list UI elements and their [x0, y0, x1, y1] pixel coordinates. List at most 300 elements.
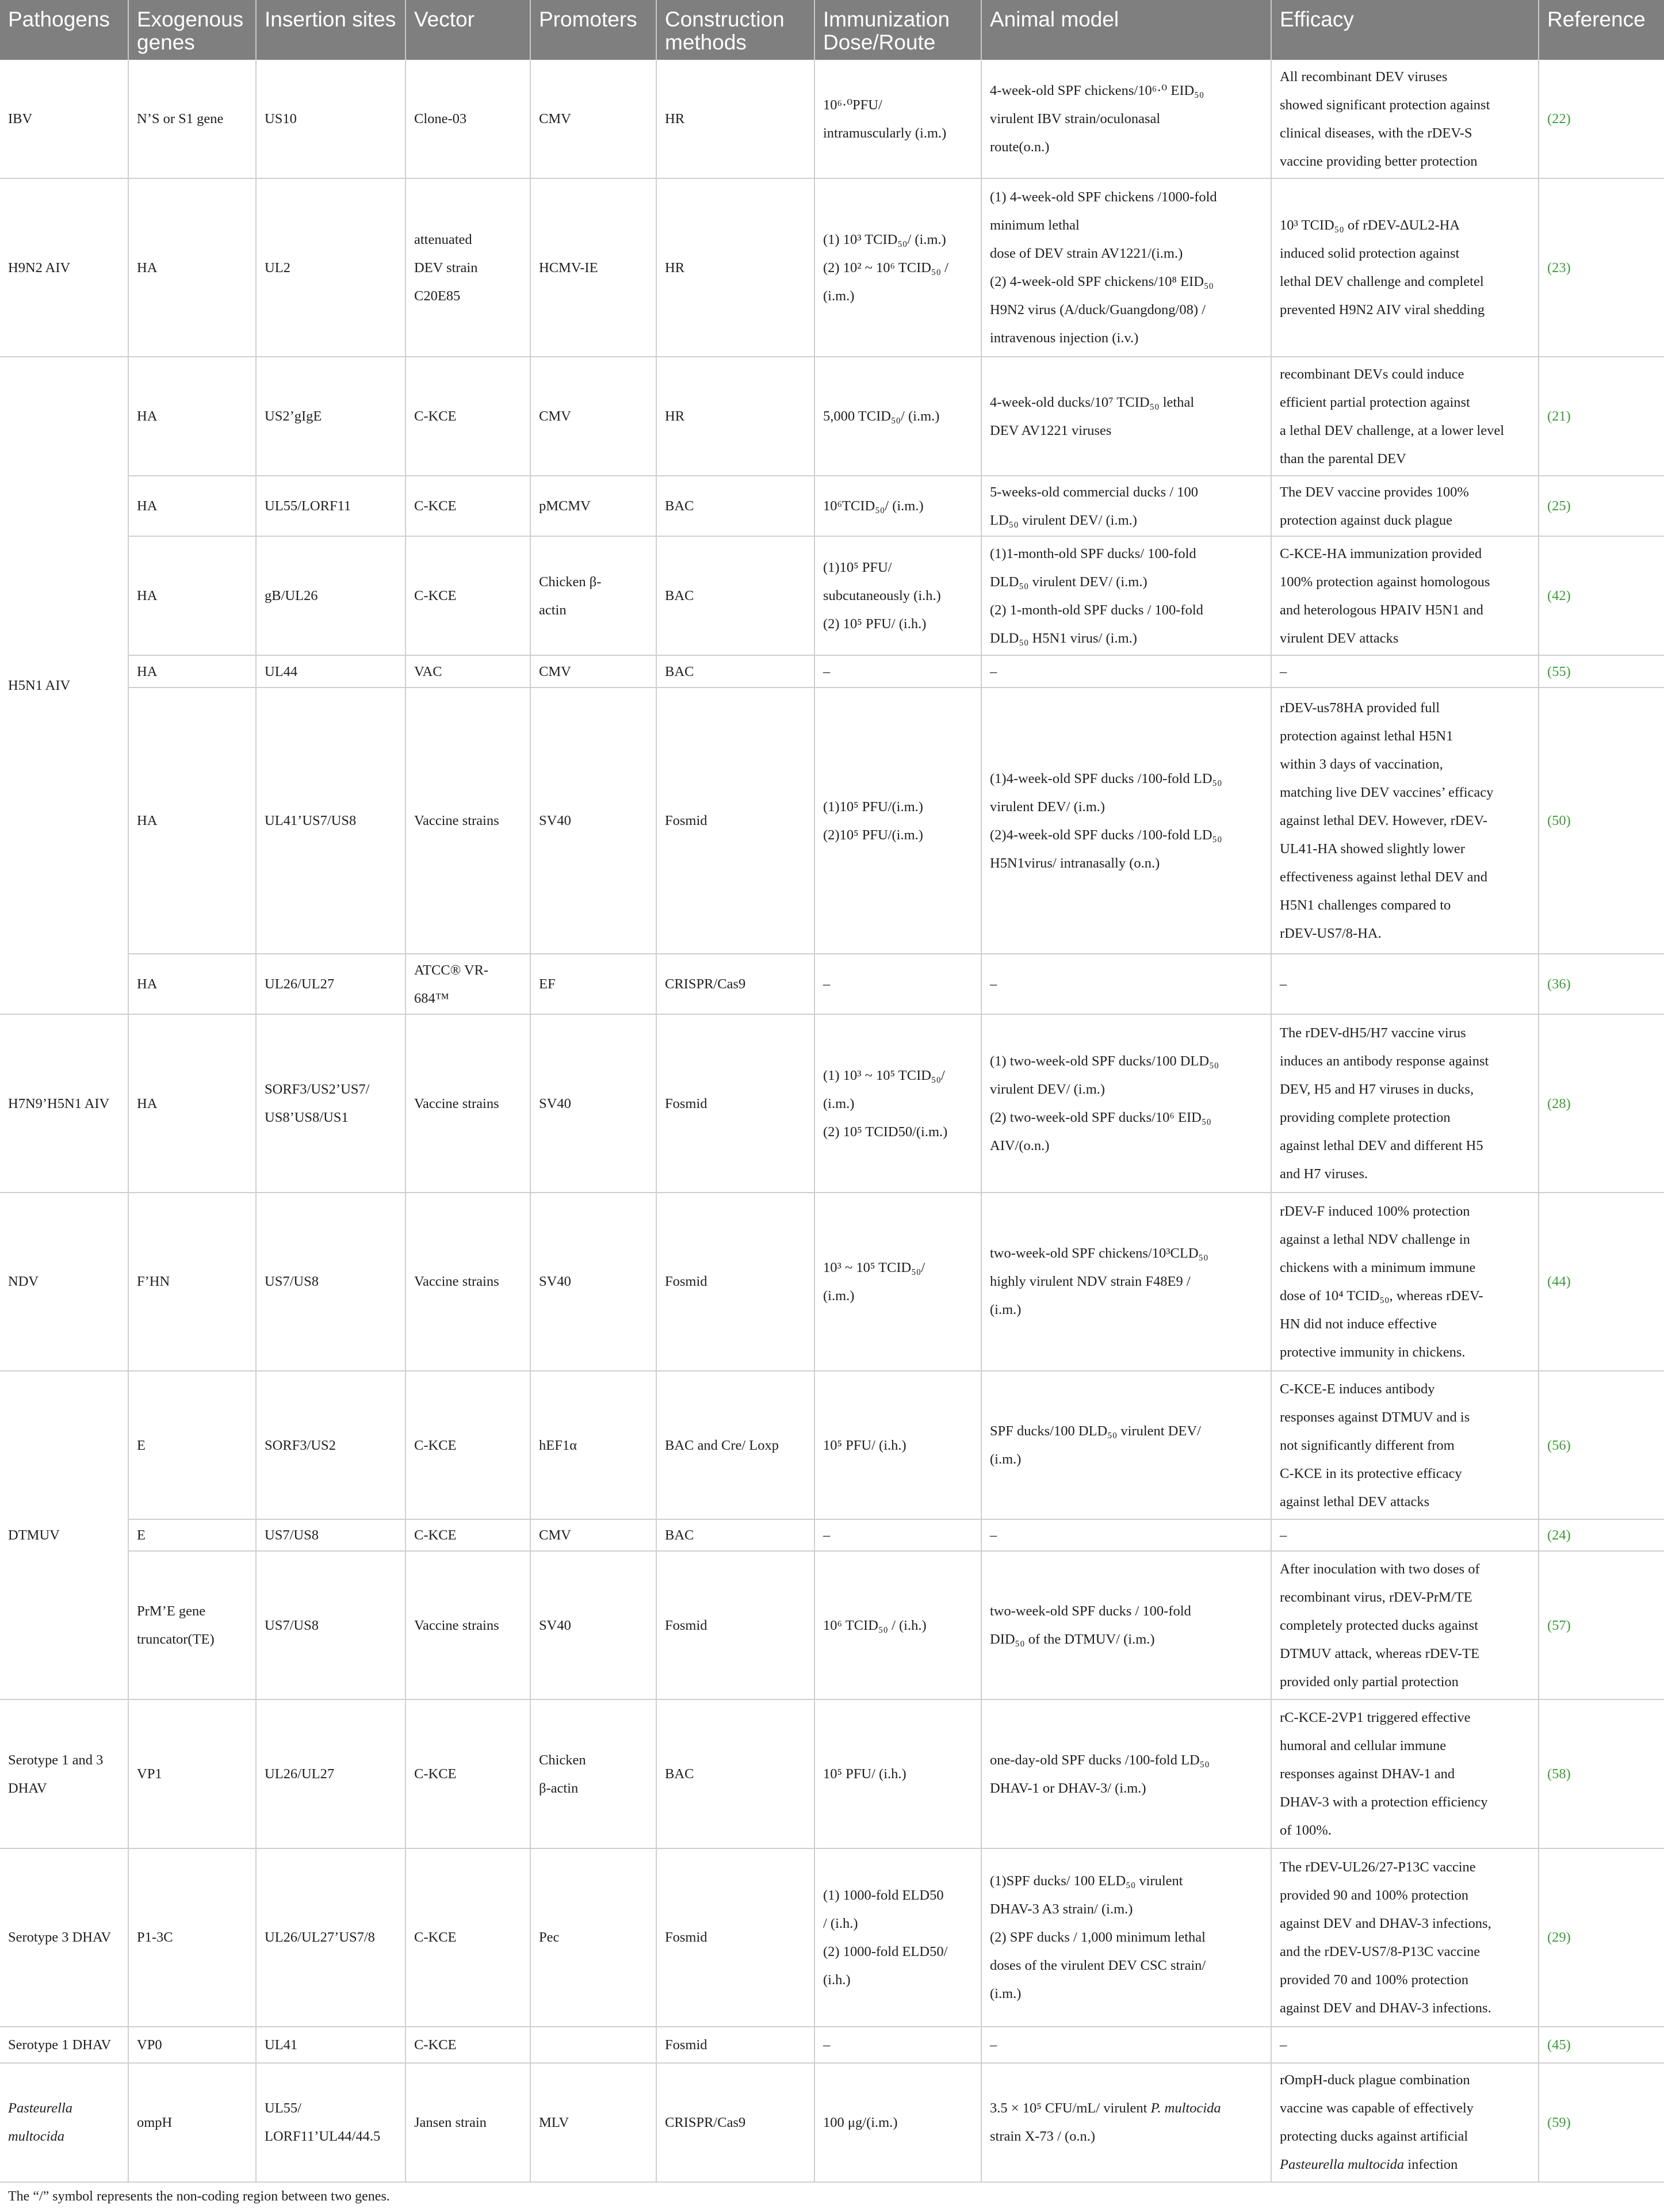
cell-gene	[128, 1193, 256, 1371]
cell-line: CMV	[539, 408, 571, 425]
cell-line: Vaccine strains	[414, 1095, 499, 1111]
cell-line: LORF11’UL44/44.5	[265, 2129, 381, 2145]
cell-line: HA	[137, 663, 158, 679]
reference-link[interactable]: (36)	[1547, 976, 1571, 992]
cell-line: against DEV and DHAV-3 infections.	[1280, 2000, 1491, 2016]
cell-reference	[1539, 536, 1664, 655]
header-construction-methods: Construction methods	[656, 0, 814, 60]
cell-promoter	[530, 536, 656, 655]
cell-vector	[406, 687, 530, 954]
cell-line: Fosmid	[665, 1274, 707, 1290]
cell-line: not significantly different from	[1280, 1437, 1455, 1453]
cell-pathogen: Pasteurella multocida	[0, 2063, 128, 2182]
cell-immunization-dose	[814, 1699, 981, 1848]
header-vector: Vector	[406, 0, 530, 60]
cell-line: E	[137, 1437, 146, 1453]
cell-line: route(o.n.)	[990, 139, 1050, 155]
cell-line: recombinant DEVs could induce	[1280, 366, 1464, 382]
cell-line: and heterologous HPAIV H5N1 and	[1280, 602, 1483, 618]
cell-line: After inoculation with two doses of	[1280, 1561, 1480, 1577]
cell-line: –	[990, 663, 997, 679]
cell-line: protection against duck plague	[1280, 512, 1453, 528]
cell-insertion-site	[256, 2063, 406, 2182]
cell-reference	[1539, 954, 1664, 1014]
cell-reference	[1539, 655, 1664, 687]
cell-animal-model	[981, 1699, 1271, 1848]
cell-efficacy	[1271, 1848, 1539, 2027]
cell-line: against lethal DEV attacks	[1280, 1493, 1430, 1510]
cell-line: induces an antibody response against	[1280, 1053, 1489, 1069]
cell-line: PrM’E gene	[137, 1603, 206, 1619]
cell-reference	[1539, 1848, 1664, 2027]
cell-line: HA	[137, 976, 158, 992]
reference-link[interactable]: (55)	[1547, 663, 1571, 679]
cell-line: (1)10⁵ PFU/(i.m.)	[823, 799, 923, 815]
cell-reference	[1539, 687, 1664, 954]
cell-line: C-KCE	[414, 588, 457, 604]
cell-reference	[1539, 1371, 1664, 1520]
cell-line: Vaccine strains	[414, 1617, 499, 1633]
cell-line: (1)4-week-old SPF ducks /100-fold LD₅₀	[990, 770, 1222, 786]
cell-line: (i.m.)	[823, 288, 855, 304]
cell-line: (i.m.)	[990, 1451, 1022, 1468]
cell-line: Chicken β-	[539, 574, 602, 590]
cell-pathogen: Serotype 1 and 3 DHAV	[0, 1699, 128, 1848]
cell-line: C-KCE	[414, 498, 457, 514]
cell-line: two-week-old SPF ducks / 100-fold	[990, 1603, 1191, 1619]
cell-line: rC-KCE-2VP1 triggered effective	[1280, 1710, 1471, 1726]
cell-line: Fosmid	[665, 813, 707, 829]
cell-immunization-dose	[814, 476, 981, 536]
cell-line: lethal DEV challenge and completel	[1280, 274, 1484, 290]
cell-immunization-dose	[814, 1193, 981, 1371]
cell-efficacy	[1271, 536, 1539, 655]
cell-insertion-site	[256, 1551, 406, 1700]
cell-line: Chicken	[539, 1752, 586, 1768]
table-row	[0, 1519, 1664, 1550]
cell-pathogen: H7N9’H5N1 AIV	[0, 1014, 128, 1193]
cell-line: C20E85	[414, 288, 461, 304]
cell-line: (i.m.)	[990, 1302, 1022, 1318]
cell-line: protecting ducks against artificial	[1280, 2129, 1468, 2145]
reference-link[interactable]: (22)	[1547, 111, 1571, 127]
cell-line: (1)SPF ducks/ 100 ELD₅₀ virulent	[990, 1873, 1183, 1889]
cell-promoter	[530, 1519, 656, 1550]
cell-line: strain X-73 / (o.n.)	[990, 2129, 1096, 2145]
cell-construction-method	[656, 178, 814, 357]
cell-line: protective immunity in chickens.	[1280, 1344, 1466, 1360]
cell-line: minimum lethal	[990, 217, 1080, 234]
cell-line: –	[990, 976, 997, 992]
header-reference: Reference	[1539, 0, 1664, 60]
cell-line: –	[990, 1527, 997, 1544]
cell-line: LD₅₀ virulent DEV/ (i.m.)	[990, 512, 1137, 528]
reference-link[interactable]: (45)	[1547, 2037, 1571, 2053]
cell-line: C-KCE in its protective efficacy	[1280, 1465, 1462, 1481]
cell-line: (1) 4-week-old SPF chickens /1000-fold	[990, 189, 1217, 205]
cell-efficacy	[1271, 2063, 1539, 2182]
reference-link[interactable]: (24)	[1547, 1527, 1571, 1544]
cell-line: of 100%.	[1280, 1823, 1332, 1839]
table-row	[0, 1014, 1664, 1193]
cell-line: (1)1-month-old SPF ducks/ 100-fold	[990, 545, 1196, 561]
cell-line: DID₅₀ of the DTMUV/ (i.m.)	[990, 1632, 1155, 1648]
cell-line: DHAV-3 with a protection efficiency	[1280, 1794, 1488, 1810]
cell-animal-model	[981, 2063, 1271, 2182]
cell-line: (2) 1-month-old SPF ducks / 100-fold	[990, 602, 1203, 618]
cell-line: (1) 10³ ~ 10⁵ TCID₅₀/	[823, 1067, 945, 1083]
cell-line: efficient partial protection against	[1280, 394, 1470, 410]
cell-line: two-week-old SPF chickens/10³CLD₅₀	[990, 1246, 1208, 1262]
cell-animal-model	[981, 1193, 1271, 1371]
cell-vector	[406, 1519, 530, 1550]
cell-line: (1) two-week-old SPF ducks/100 DLD₅₀	[990, 1053, 1219, 1069]
cell-gene	[128, 1371, 256, 1520]
cell-line: 10⁶ TCID₅₀ / (i.h.)	[823, 1617, 927, 1633]
cell-line: (2) SPF ducks / 1,000 minimum lethal	[990, 1930, 1206, 1946]
cell-construction-method	[656, 2027, 814, 2063]
cell-reference	[1539, 476, 1664, 536]
cell-line: –	[823, 2037, 831, 2053]
cell-pathogen: IBV	[0, 60, 128, 178]
cell-gene	[128, 954, 256, 1014]
cell-line: HA	[137, 498, 158, 514]
cell-line: BAC	[665, 663, 694, 679]
cell-line: BAC	[665, 498, 694, 514]
cell-immunization-dose	[814, 1371, 981, 1520]
cell-animal-model	[981, 954, 1271, 1014]
cell-line: E	[137, 1527, 146, 1544]
cell-line: The rDEV-dH5/H7 vaccine virus	[1280, 1025, 1466, 1041]
cell-promoter	[530, 476, 656, 536]
cell-line: UL2	[265, 259, 290, 276]
cell-construction-method	[656, 655, 814, 687]
cell-line: –	[1280, 1527, 1287, 1544]
cell-vector	[406, 178, 530, 357]
cell-immunization-dose	[814, 2063, 981, 2182]
cell-immunization-dose	[814, 536, 981, 655]
cell-line: highly virulent NDV strain F48E9 /	[990, 1274, 1191, 1290]
cell-line: pMCMV	[539, 498, 591, 514]
cell-vector	[406, 357, 530, 476]
cell-line: –	[1280, 976, 1287, 992]
cell-line: intravenous injection (i.v.)	[990, 330, 1139, 346]
cell-line: 4-week-old SPF chickens/10⁶·⁰ EID₅₀	[990, 83, 1204, 99]
cell-insertion-site	[256, 357, 406, 476]
cell-insertion-site	[256, 687, 406, 954]
cell-construction-method	[656, 1371, 814, 1520]
cell-promoter	[530, 687, 656, 954]
cell-vector	[406, 476, 530, 536]
cell-vector	[406, 1699, 530, 1848]
reference-link[interactable]: (25)	[1547, 498, 1571, 514]
cell-line: –	[990, 2037, 997, 2053]
cell-line: –	[823, 1527, 831, 1544]
cell-construction-method	[656, 536, 814, 655]
cell-promoter	[530, 60, 656, 178]
reference-link[interactable]: (23)	[1547, 259, 1571, 276]
cell-reference	[1539, 1193, 1664, 1371]
cell-line: UL41’US7/US8	[265, 813, 357, 829]
cell-promoter	[530, 1014, 656, 1193]
cell-line: rDEV-US7/8-HA.	[1280, 926, 1382, 942]
cell-line: US2’gIgE	[265, 408, 322, 425]
cell-line: (i.h.)	[823, 1972, 851, 1988]
cell-line: –	[1280, 2037, 1287, 2053]
cell-vector	[406, 1014, 530, 1193]
cell-line: All recombinant DEV viruses	[1280, 68, 1448, 85]
cell-insertion-site	[256, 954, 406, 1014]
cell-efficacy	[1271, 178, 1539, 357]
reference-link[interactable]: (42)	[1547, 588, 1571, 604]
cell-line: virulent DEV/ (i.m.)	[990, 799, 1105, 815]
cell-line: hEF1α	[539, 1437, 577, 1453]
table-row	[0, 2027, 1664, 2063]
cell-line: provided 90 and 100% protection	[1280, 1887, 1468, 1903]
cell-reference	[1539, 1014, 1664, 1193]
cell-reference	[1539, 178, 1664, 357]
cell-vector	[406, 2063, 530, 2182]
cell-line: UL26/UL27’US7/8	[265, 1930, 375, 1946]
header-exogenous-genes: Exogenous genes	[128, 0, 256, 60]
cell-line: VP0	[137, 2037, 162, 2053]
cell-line: matching live DEV vaccines’ efficacy	[1280, 785, 1494, 801]
table-row	[0, 954, 1664, 1014]
cell-line: 5-weeks-old commercial ducks / 100	[990, 484, 1198, 500]
cell-vector	[406, 1551, 530, 1700]
header-immunization-dose-route: Immunization Dose/Route	[814, 0, 981, 60]
cell-line: intramuscularly (i.m.)	[823, 125, 947, 141]
cell-line: CRISPR/Cas9	[665, 976, 746, 992]
cell-line: completely protected ducks against	[1280, 1617, 1478, 1633]
cell-line: H5N1virus/ intranasally (o.n.)	[990, 855, 1160, 871]
cell-vector	[406, 655, 530, 687]
cell-animal-model	[981, 60, 1271, 178]
cell-line: VP1	[137, 1766, 162, 1782]
cell-line: C-KCE	[414, 1766, 457, 1782]
reference-link[interactable]: (28)	[1547, 1095, 1571, 1111]
cell-line: UL26/UL27	[265, 976, 335, 992]
cell-line: C-KCE	[414, 1930, 457, 1946]
cell-line: against DEV and DHAV-3 infections,	[1280, 1915, 1491, 1931]
cell-line: protection against lethal H5N1	[1280, 728, 1453, 744]
cell-construction-method	[656, 687, 814, 954]
cell-line: 684™	[414, 990, 449, 1006]
cell-gene	[128, 1014, 256, 1193]
cell-line: The DEV vaccine provides 100%	[1280, 484, 1469, 500]
cell-construction-method	[656, 1519, 814, 1550]
cell-line: (1) 10³ TCID₅₀/ (i.m.)	[823, 231, 946, 247]
cell-line: (2) 10⁵ TCID50/(i.m.)	[823, 1124, 948, 1140]
cell-line: UL55/LORF11	[265, 498, 351, 514]
cell-line: SORF3/US2’US7/	[265, 1082, 370, 1098]
cell-vector	[406, 60, 530, 178]
table-row	[0, 178, 1664, 357]
cell-gene	[128, 1699, 256, 1848]
cell-construction-method	[656, 476, 814, 536]
cell-immunization-dose	[814, 357, 981, 476]
cell-line: The rDEV-UL26/27-P13C vaccine	[1280, 1859, 1476, 1875]
reference-link[interactable]: (58)	[1547, 1766, 1571, 1782]
cell-line: UL44	[265, 663, 298, 679]
cell-line: showed significant protection against	[1280, 97, 1490, 113]
cell-line: against lethal DEV and different H5	[1280, 1138, 1483, 1154]
cell-reference	[1539, 1551, 1664, 1700]
cell-line: C-KCE	[414, 1527, 457, 1544]
cell-line: within 3 days of vaccination,	[1280, 757, 1443, 773]
cell-line: virulent DEV attacks	[1280, 630, 1399, 646]
cell-line: –	[823, 976, 831, 992]
cell-line: Pec	[539, 1930, 560, 1946]
cell-immunization-dose	[814, 1519, 981, 1550]
cell-line: ompH	[137, 2114, 173, 2130]
cell-line: HA	[137, 588, 158, 604]
cell-line: (i.m.)	[990, 1986, 1022, 2002]
cell-promoter	[530, 1551, 656, 1700]
cell-immunization-dose	[814, 1848, 981, 2027]
cell-line: VAC	[414, 663, 442, 679]
cell-gene	[128, 1551, 256, 1700]
reference-link[interactable]: (29)	[1547, 1930, 1571, 1946]
cell-vector	[406, 536, 530, 655]
table-row	[0, 1193, 1664, 1371]
cell-line: actin	[539, 602, 567, 618]
cell-line: DEV AV1221 viruses	[990, 422, 1112, 438]
cell-efficacy	[1271, 687, 1539, 954]
cell-line: 100% protection against homologous	[1280, 574, 1490, 590]
header-insertion-sites: Insertion sites	[256, 0, 406, 60]
cell-line: UL26/UL27	[265, 1766, 335, 1782]
cell-line: HR	[665, 111, 685, 127]
cell-insertion-site	[256, 178, 406, 357]
cell-reference	[1539, 357, 1664, 476]
table-row	[0, 1699, 1664, 1848]
reference-link[interactable]: (59)	[1547, 2114, 1571, 2130]
cell-line: US10	[265, 111, 297, 127]
cell-line: / (i.h.)	[823, 1915, 858, 1931]
cell-line: recombinant virus, rDEV-PrM/TE	[1280, 1589, 1472, 1605]
cell-line: BAC	[665, 1527, 694, 1544]
cell-line: 10³ TCID₅₀ of rDEV-ΔUL2-HA	[1280, 217, 1460, 234]
cell-promoter	[530, 2063, 656, 2182]
table-row	[0, 1848, 1664, 2027]
cell-pathogen: H9N2 AIV	[0, 178, 128, 357]
cell-line: 100 μg/(i.m.)	[823, 2114, 898, 2130]
reference-link[interactable]: (56)	[1547, 1437, 1571, 1453]
cell-line: DHAV-3 A3 strain/ (i.m.)	[990, 1901, 1133, 1917]
cell-line: effectiveness against lethal DEV and	[1280, 869, 1488, 885]
cell-line: (2) two-week-old SPF ducks/10⁶ EID₅₀	[990, 1110, 1211, 1126]
cell-line: prevented H9N2 AIV viral shedding	[1280, 302, 1485, 318]
cell-line: and H7 viruses.	[1280, 1166, 1368, 1182]
cell-line: vaccine was capable of effectively	[1280, 2100, 1474, 2117]
cell-line: dose of 10⁴ TCID₅₀, whereas rDEV-	[1280, 1288, 1483, 1304]
cell-line: SV40	[539, 1095, 571, 1111]
cell-vector	[406, 2027, 530, 2063]
cell-line: (i.m.)	[823, 1288, 855, 1304]
cell-line: responses against DHAV-1 and	[1280, 1766, 1455, 1782]
cell-line: ATCC® VR-	[414, 962, 489, 978]
cell-line: US7/US8	[265, 1527, 319, 1544]
reference-link[interactable]: (50)	[1547, 813, 1571, 829]
cell-line: 3.5 × 10⁵ CFU/mL/ virulent P. multocida	[990, 2100, 1221, 2117]
cell-immunization-dose	[814, 1551, 981, 1700]
cell-immunization-dose	[814, 178, 981, 357]
cell-efficacy	[1271, 1014, 1539, 1193]
cell-line: (1)10⁵ PFU/	[823, 560, 892, 576]
reference-link[interactable]: (21)	[1547, 408, 1571, 425]
cell-line: HCMV-IE	[539, 259, 598, 276]
cell-line: HA	[137, 259, 158, 276]
cell-promoter	[530, 954, 656, 1014]
cell-line: induced solid protection against	[1280, 246, 1460, 262]
cell-line: SORF3/US2	[265, 1437, 336, 1453]
cell-line: 10⁶·⁰PFU/	[823, 97, 882, 113]
reference-link[interactable]: (57)	[1547, 1617, 1571, 1633]
cell-line: Pasteurella multocida infection	[1280, 2157, 1458, 2173]
cell-line: UL41-HA showed slightly lower	[1280, 841, 1465, 857]
cell-construction-method	[656, 1699, 814, 1848]
cell-line: CMV	[539, 111, 571, 127]
cell-line: (2) 4-week-old SPF chickens/10⁸ EID₅₀	[990, 274, 1214, 290]
cell-reference	[1539, 60, 1664, 178]
cell-efficacy	[1271, 1371, 1539, 1520]
cell-line: HA	[137, 1095, 158, 1111]
cell-line: (2)4-week-old SPF ducks /100-fold LD₅₀	[990, 827, 1222, 843]
cell-reference	[1539, 2063, 1664, 2182]
table-row	[0, 1551, 1664, 1700]
cell-line: 10⁵ PFU/ (i.h.)	[823, 1437, 906, 1453]
reference-link[interactable]: (44)	[1547, 1274, 1571, 1290]
cell-vector	[406, 1848, 530, 2027]
cell-line: C-KCE-HA immunization provided	[1280, 545, 1482, 561]
cell-insertion-site	[256, 476, 406, 536]
cell-line: 5,000 TCID₅₀/ (i.m.)	[823, 408, 940, 425]
cell-line: EF	[539, 976, 556, 992]
cell-reference	[1539, 2027, 1664, 2063]
cell-line: against a lethal NDV challenge in	[1280, 1231, 1470, 1247]
cell-pathogen: H5N1 AIV	[0, 357, 128, 1014]
cell-line: DTMUV attack, whereas rDEV-TE	[1280, 1645, 1479, 1661]
cell-efficacy	[1271, 2027, 1539, 2063]
header-efficacy: Efficacy	[1271, 0, 1539, 60]
header-pathogens: Pathogens	[0, 0, 128, 60]
cell-line: Vaccine strains	[414, 1274, 499, 1290]
cell-line: dose of DEV strain AV1221/(i.m.)	[990, 246, 1183, 262]
cell-efficacy	[1271, 1699, 1539, 1848]
cell-line: P1-3C	[137, 1930, 173, 1946]
cell-line: Vaccine strains	[414, 813, 499, 829]
cell-line: (2)10⁵ PFU/(i.m.)	[823, 827, 923, 843]
cell-efficacy	[1271, 357, 1539, 476]
cell-insertion-site	[256, 1193, 406, 1371]
cell-line: and the rDEV-US7/8-P13C vaccine	[1280, 1943, 1481, 1959]
cell-reference	[1539, 1519, 1664, 1550]
cell-immunization-dose	[814, 2027, 981, 2063]
cell-animal-model	[981, 687, 1271, 954]
cell-line: BAC	[665, 588, 694, 604]
cell-animal-model	[981, 1519, 1271, 1550]
cell-line: 10⁵ PFU/ (i.h.)	[823, 1766, 906, 1782]
cell-line: (1) 1000-fold ELD50	[823, 1887, 944, 1903]
cell-construction-method	[656, 1848, 814, 2027]
cell-line: HN did not induce effective	[1280, 1316, 1437, 1332]
cell-line: MLV	[539, 2114, 569, 2130]
cell-insertion-site	[256, 1519, 406, 1550]
cell-efficacy	[1271, 476, 1539, 536]
cell-promoter	[530, 655, 656, 687]
cell-line: HA	[137, 813, 158, 829]
